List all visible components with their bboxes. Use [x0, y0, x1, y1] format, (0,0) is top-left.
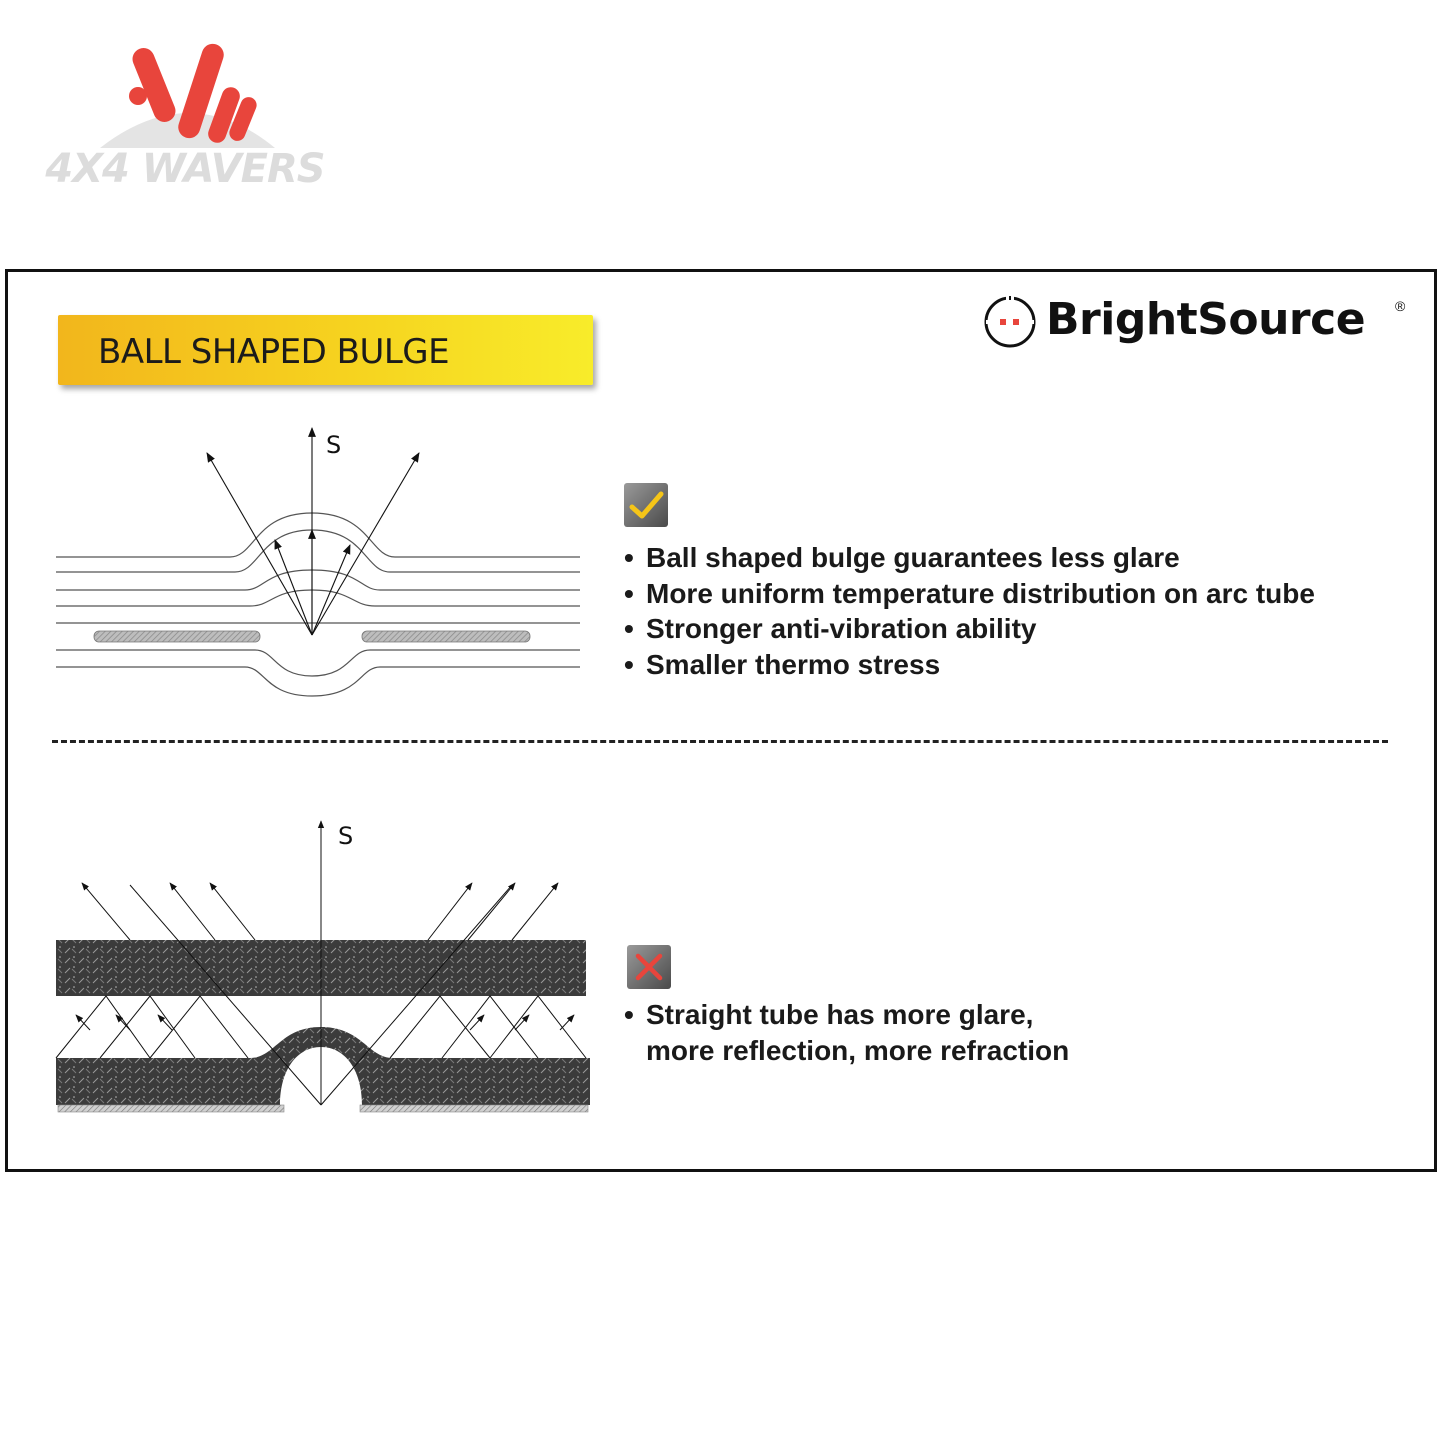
title-banner — [58, 315, 593, 385]
list-item: • Stronger anti-vibration ability — [624, 611, 1315, 647]
bottom-axis-label: S — [338, 822, 354, 850]
benefits-list — [624, 540, 1315, 682]
wavers-logo — [40, 38, 330, 188]
registered-mark: ® — [1395, 298, 1406, 314]
drawback-continuation: more reflection, more refraction — [646, 1035, 1070, 1066]
section-divider — [52, 740, 1388, 743]
list-item: • More uniform temperature distribution on arc tube — [624, 576, 1315, 612]
banner-title: BALL SHAPED BULGE — [98, 332, 450, 372]
wavers-logo-text: 4X4 WAVERS — [45, 146, 325, 188]
brightsource-logo — [982, 290, 1412, 350]
list-item: • Ball shaped bulge guarantees less glare — [624, 540, 1315, 576]
cross-badge-icon — [626, 944, 672, 990]
brightsource-emblem-icon — [982, 290, 1042, 350]
list-item: • Smaller thermo stress — [624, 647, 1315, 683]
list-item: • Straight tube has more glare, — [624, 997, 1033, 1033]
check-badge-icon — [623, 482, 669, 528]
top-axis-label: S — [326, 431, 342, 459]
drawbacks-list — [624, 997, 1033, 1033]
straight-tube-diagram — [50, 815, 595, 1125]
brand-name: BrightSource — [1046, 294, 1366, 345]
ball-bulge-diagram — [50, 420, 590, 710]
